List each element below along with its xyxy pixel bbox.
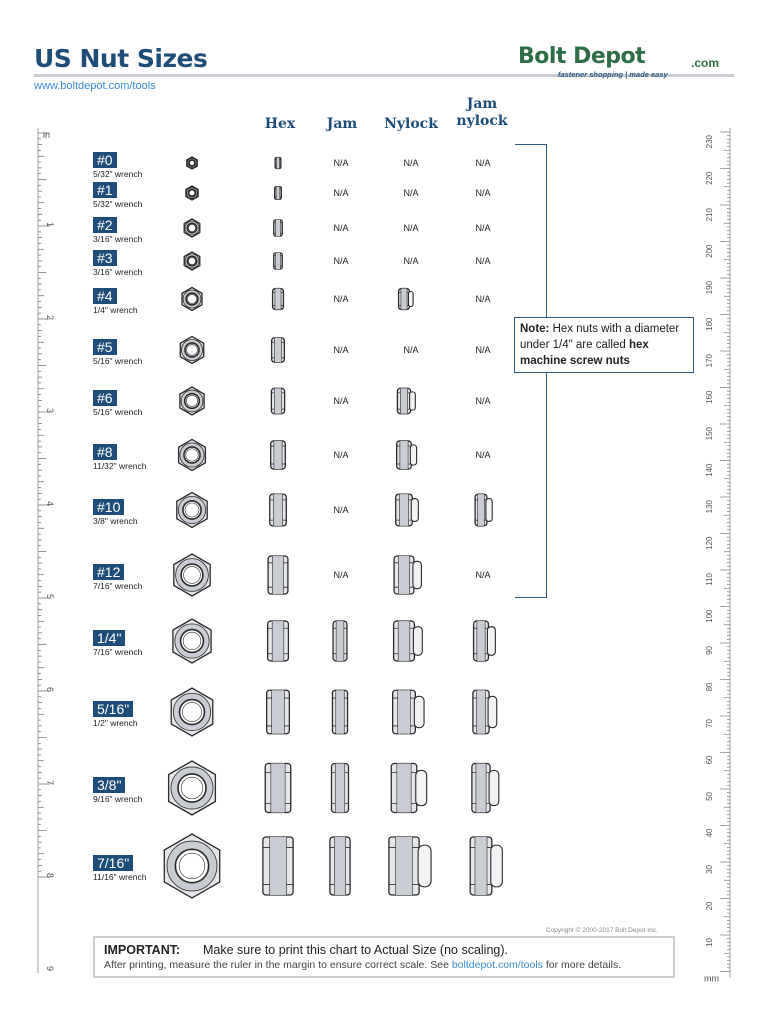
size-label: #10: [93, 499, 124, 515]
jam-nut-side: [333, 621, 347, 661]
jam-nylock-nut-side: [474, 621, 496, 661]
logo-tagline: fastener shopping | made easy: [558, 70, 668, 79]
note-bold: hex machine screw nuts: [520, 339, 649, 367]
size-label: #0: [93, 152, 117, 168]
jam-na: N/A: [333, 158, 349, 168]
instruction-pre: After printing, measure the ruler in the margin to ensure correct scale. See: [104, 959, 449, 971]
nut-top-view: [173, 619, 211, 663]
nylock-na: N/A: [403, 188, 419, 198]
size-label: #2: [93, 217, 117, 233]
wrench-size: 1/4" wrench: [93, 305, 138, 315]
ruler-label: 5: [45, 594, 55, 600]
page-title: US Nut Sizes: [34, 44, 208, 73]
size-label: 1/4": [93, 630, 125, 646]
nylock-nut-side: [394, 556, 421, 594]
nut-top-view: [186, 186, 198, 200]
nut-top-view: [174, 554, 210, 596]
ruler-label: 230: [705, 135, 714, 149]
ruler-label: 30: [705, 865, 714, 874]
jam-nut-side: [331, 764, 348, 813]
wrench-size: 9/16" wrench: [93, 794, 143, 804]
ruler-label: 180: [705, 317, 714, 331]
nylock-nut-side: [389, 837, 431, 895]
hex-nut-side: [272, 338, 285, 362]
jam-nylock-na: N/A: [475, 188, 491, 198]
ruler-label: 9: [45, 966, 55, 972]
hex-nut-side: [275, 158, 281, 169]
inch-ruler: [30, 128, 60, 978]
nylock-na: N/A: [403, 256, 419, 266]
jam-na: N/A: [333, 256, 349, 266]
nylock-na: N/A: [403, 223, 419, 233]
wrench-size: 5/32" wrench: [93, 169, 143, 179]
ruler-label: 130: [705, 500, 714, 514]
jam-na: N/A: [333, 396, 349, 406]
site-url-link[interactable]: www.boltdepot.com/tools: [34, 80, 156, 92]
jam-na: N/A: [333, 450, 349, 460]
ruler-label: 80: [705, 682, 714, 692]
hex-nut-side: [273, 289, 284, 310]
hex-nut-side: [274, 253, 283, 269]
wrench-size: 1/2" wrench: [93, 718, 138, 728]
size-label: #3: [93, 250, 117, 266]
wrench-size: 11/16" wrench: [93, 872, 147, 882]
ruler-label: 210: [705, 208, 714, 222]
jam-nylock-na: N/A: [475, 570, 491, 580]
ruler-label: 110: [705, 573, 714, 586]
size-label: 3/8": [93, 777, 125, 793]
ruler-label: 7: [45, 780, 55, 786]
copyright: Copyright © 2000-2017 Bolt Depot Inc.: [546, 927, 658, 934]
nut-top-view: [177, 493, 207, 528]
important-label: IMPORTANT:: [104, 943, 181, 957]
column-header-nylock: Nylock: [384, 116, 438, 132]
jam-na: N/A: [333, 345, 349, 355]
jam-nylock-nut-side: [470, 837, 502, 895]
ruler-label: 8: [45, 873, 55, 879]
hex-nut-side: [275, 187, 282, 200]
jam-nylock-na: N/A: [475, 345, 491, 355]
hex-nut-side: [265, 764, 291, 813]
size-label: 7/16": [93, 855, 133, 871]
jam-na: N/A: [333, 570, 349, 580]
ruler-label: 40: [705, 828, 714, 838]
logo-suffix: .com: [691, 56, 720, 70]
nut-top-view: [184, 252, 200, 270]
ruler-label: 190: [705, 281, 714, 295]
ruler-unit: in: [43, 130, 51, 140]
ruler-label: 100: [705, 609, 714, 623]
instruction-post: for more details.: [545, 959, 622, 971]
nylock-na: N/A: [403, 345, 419, 355]
wrench-size: 5/16" wrench: [93, 356, 143, 366]
wrench-size: 7/16" wrench: [93, 581, 143, 591]
jam-nut-side: [332, 690, 347, 734]
nut-top-view: [184, 219, 200, 237]
jam-nylock-na: N/A: [475, 158, 491, 168]
jam-nylock-na: N/A: [475, 294, 491, 304]
nylock-nut-side: [396, 494, 419, 526]
ruler-label: 6: [45, 687, 55, 693]
hex-nut-side: [263, 837, 293, 895]
ruler-label: 20: [705, 901, 714, 911]
hex-nut-side: [268, 621, 289, 661]
nylock-nut-side: [397, 388, 415, 413]
nylock-na: N/A: [403, 158, 419, 168]
column-header-jam: Jam: [326, 116, 358, 132]
hex-nut-side: [271, 441, 286, 469]
hex-nut-side: [268, 556, 288, 594]
ruler-label: 220: [705, 171, 714, 185]
nut-top-view: [169, 761, 216, 815]
nut-top-view: [180, 387, 204, 415]
hex-nut-side: [274, 220, 283, 236]
ruler-label: 200: [705, 244, 714, 258]
jam-nylock-nut-side: [472, 764, 499, 813]
column-header-jam-nylock-line1: Jam: [466, 96, 498, 112]
jam-na: N/A: [333, 223, 349, 233]
ruler-label: 170: [705, 354, 714, 368]
print-instructions: [104, 959, 621, 971]
size-label: #5: [93, 339, 117, 355]
jam-nylock-na: N/A: [475, 223, 491, 233]
jam-na: N/A: [333, 505, 349, 515]
nylock-nut-side: [399, 289, 414, 310]
important-text: Make sure to print this chart to Actual Size (no scaling).: [203, 943, 508, 957]
ruler-label: 2: [45, 315, 55, 321]
note-text: Hex nuts with a diameter under 1/4" are called: [520, 323, 680, 351]
ruler-label: 160: [705, 390, 714, 404]
nylock-nut-side: [397, 441, 417, 469]
ruler-label: 90: [705, 646, 714, 655]
mm-ruler: [700, 128, 740, 984]
size-label: #8: [93, 444, 117, 460]
wrench-size: 3/16" wrench: [93, 267, 143, 277]
jam-na: N/A: [333, 188, 349, 198]
nylock-nut-side: [394, 621, 423, 661]
wrench-size: 5/16" wrench: [93, 407, 143, 417]
column-header-hex: Hex: [264, 116, 296, 132]
ruler-label: 10: [705, 938, 714, 947]
jam-nylock-na: N/A: [475, 256, 491, 266]
ruler-label: 50: [705, 792, 714, 801]
note-prefix: Note:: [520, 323, 550, 335]
machine-screw-note: [514, 317, 694, 373]
ruler-label: 120: [705, 536, 714, 550]
ruler-label: 140: [705, 463, 714, 477]
ruler-label: 1: [45, 222, 55, 228]
ruler-label: 3: [45, 408, 55, 414]
hex-nut-side: [267, 690, 290, 734]
wrench-size: 3/16" wrench: [93, 234, 143, 244]
ruler-label: 150: [705, 427, 714, 441]
jam-nylock-na: N/A: [475, 450, 491, 460]
important-box: [93, 936, 675, 978]
nylock-nut-side: [393, 690, 424, 734]
ruler-label: 60: [705, 755, 714, 765]
size-label: #4: [93, 288, 117, 304]
size-label: 5/16": [93, 701, 133, 717]
jam-nylock-nut-side: [473, 690, 497, 734]
wrench-size: 5/32" wrench: [93, 199, 143, 209]
jam-na: N/A: [333, 294, 349, 304]
ruler-label: 4: [45, 501, 55, 507]
ruler-label: 70: [705, 719, 714, 728]
nut-top-view: [182, 288, 202, 311]
tools-link[interactable]: boltdepot.com/tools: [451, 959, 543, 971]
nut-top-view: [179, 440, 206, 471]
ruler-unit: mm: [704, 973, 719, 984]
column-header-jam-nylock-line2: nylock: [456, 113, 508, 129]
nut-top-view: [187, 157, 197, 169]
jam-nylock-na: N/A: [475, 396, 491, 406]
jam-nut-side: [330, 837, 350, 895]
nut-top-view: [171, 688, 213, 736]
hex-nut-side: [271, 388, 284, 413]
wrench-size: 3/8" wrench: [93, 516, 138, 526]
logo-wordmark: Bolt Depot: [518, 44, 646, 69]
nut-top-view: [180, 337, 203, 364]
size-label: #6: [93, 390, 117, 406]
nylock-nut-side: [391, 764, 426, 813]
wrench-size: 7/16" wrench: [93, 647, 143, 657]
wrench-size: 11/32" wrench: [93, 461, 147, 471]
nut-top-view: [164, 834, 219, 898]
jam-nylock-nut-side: [475, 494, 492, 526]
size-label: #12: [93, 564, 124, 580]
hex-nut-side: [270, 494, 287, 526]
size-label: #1: [93, 182, 117, 198]
